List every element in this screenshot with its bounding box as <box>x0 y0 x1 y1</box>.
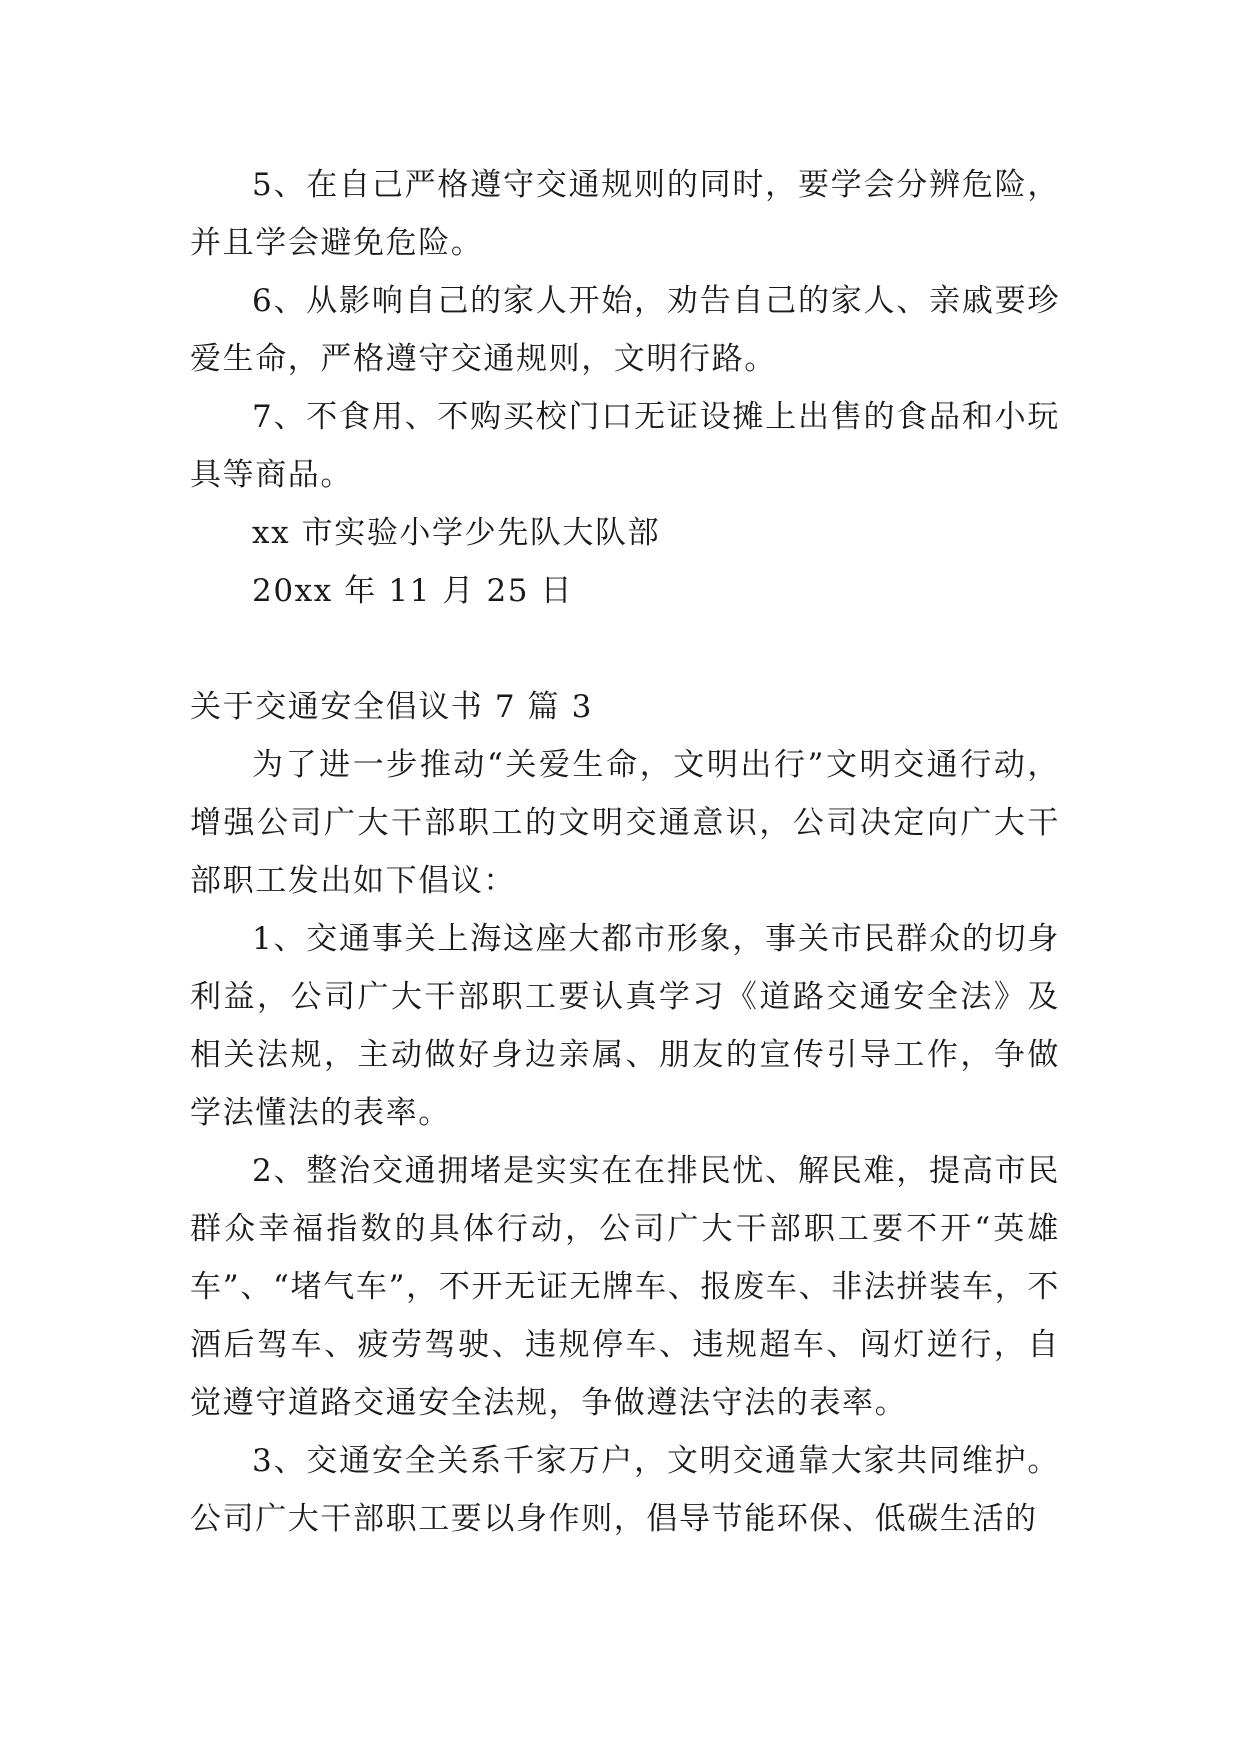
paragraph-item-3: 3、交通安全关系千家万户，文明交通靠大家共同维护。公司广大干部职工要以身作则，倡导节能环保、低碳生活的 <box>190 1443 1060 1537</box>
section-title: 关于交通安全倡议书 7 篇 3 <box>190 689 594 725</box>
paragraph-item-1: 1、交通事关上海这座大都市形象，事关市民群众的切身利益，公司广大干部职工要认真学习《道路交通安全法》及相关法规，主动做好身边亲属、朋友的宣传引导工作，争做学法懂法的表率。 <box>190 921 1060 1131</box>
signature-date: 20xx 年 11 月 25 日 <box>252 573 574 609</box>
paragraph-item-5: 5、在自己严格遵守交通规则的同时，要学会分辨危险，并且学会避免危险。 <box>190 167 1060 261</box>
document-body <box>190 156 1060 1548</box>
paragraph-item-2: 2、整治交通拥堵是实实在在排民忧、解民难，提高市民群众幸福指数的具体行动，公司广大干部职工要不开“英雄车”、“堵气车”，不开无证无牌车、报废车、非法拼装车，不酒后驾车、疲劳驾驶、违规停车、违规超车、闯灯逆行，自觉遵守道路交通安全法规，争做遵法守法的表率。 <box>190 1153 1060 1421</box>
paragraph-item-7: 7、不食用、不购买校门口无证设摊上出售的食品和小玩具等商品。 <box>190 399 1060 493</box>
paragraph-item-6: 6、从影响自己的家人开始，劝告自己的家人、亲戚要珍爱生命，严格遵守交通规则，文明行路。 <box>190 283 1060 377</box>
signature-organization: xx 市实验小学少先队大队部 <box>252 515 661 551</box>
paragraph-intro: 为了进一步推动“关爱生命，文明出行”文明交通行动，增强公司广大干部职工的文明交通意识，公司决定向广大干部职工发出如下倡议： <box>190 747 1060 899</box>
section-spacer <box>190 620 1060 678</box>
